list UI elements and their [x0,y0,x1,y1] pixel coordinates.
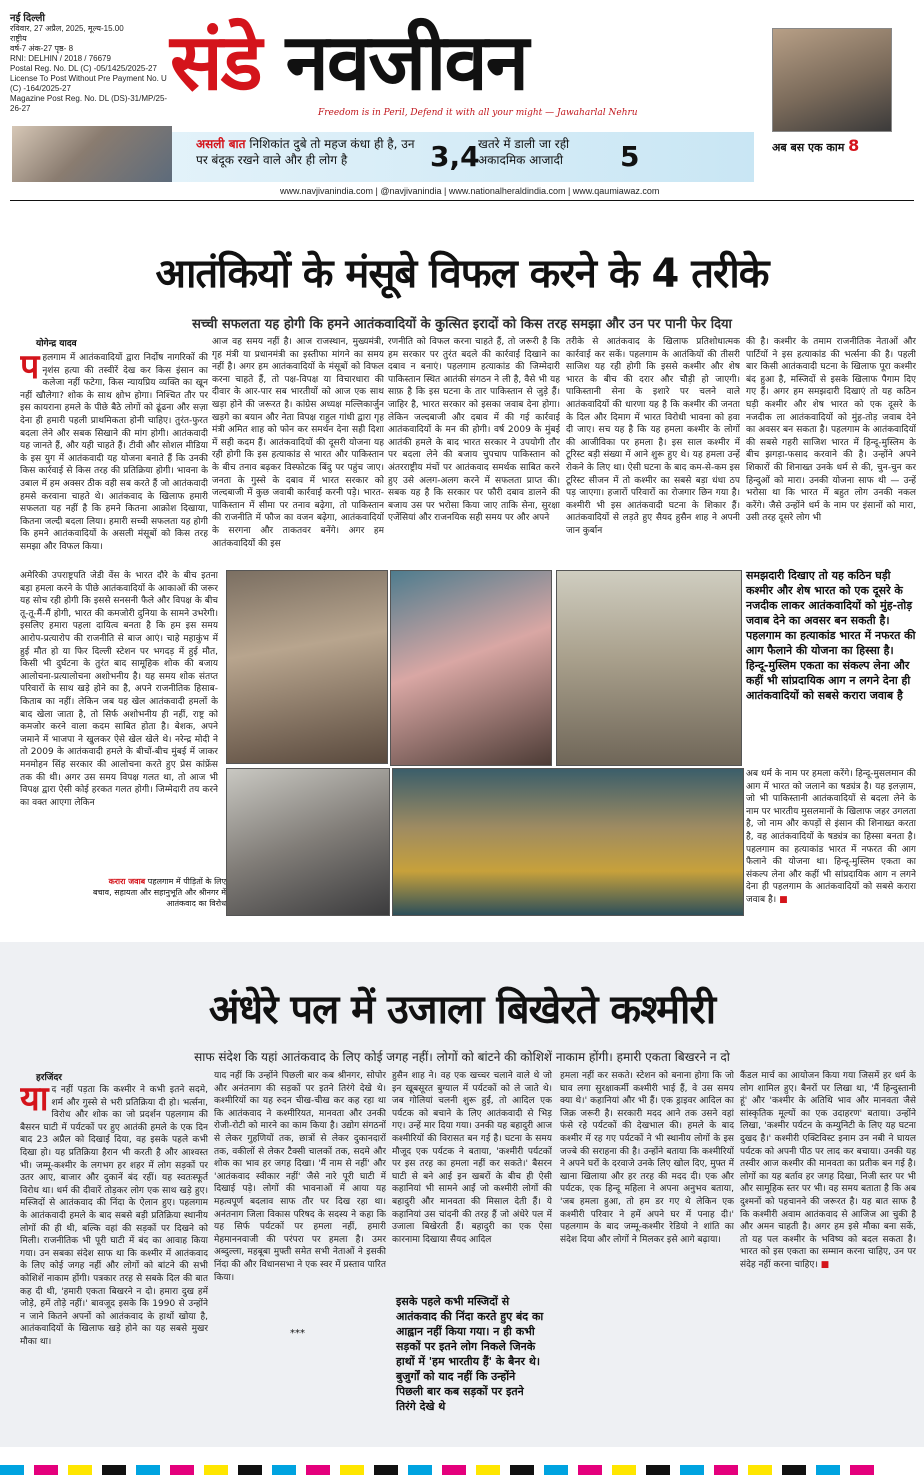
story1-subhead: सच्ची सफलता यह होगी कि हमने आतंकवादियों के कुत्सित इरादों को किस तरह समझा और उन पर पानी फेर दिया [192,317,732,332]
postal-line: Postal Reg. No. DL (C) -05/1425/2025-27 [10,64,157,73]
color-swatch [544,1465,568,1475]
color-swatch [748,1465,772,1475]
promo-tag: असली बात [196,137,246,151]
story1-col1-text: हलगाम में आतंकवादियों द्वारा निर्दोष नागरिकों की नृशंस हत्या की तस्वीरें देख कर किस इंसान का कलेजा नहीं फटेगा, किस न्यायप्रिय व्यक्ति का खून नहीं खौलेगा? शोक के साथ क्षोभ होगा। निश्चित तौर पर इस कायराना हमले के पीछे बैठे लोगों को ढूंढना और सज़ा देना ही हमारी पहली प्राथमिकता होनी चाहिए। तुरंत-फुरत बदला लेने और सबक सिखाने की मांग होगी। आतंकवादी यह जानते हैं, और यही चाहते हैं। टीवी और सोशल मीडिया के इस युग में आतंकवादी यह योजना बनाते हैं कि उनकी किस कार्रवाई से किस तरह की प्रतिक्रिया होगी। भावना के उबाल में हम अक्सर ठीक वही सब करते हैं जो आतंकवादी हमसे करवाना चाहते थे। आतंकवाद के खिलाफ हमारी सफलता यह नहीं है कि हमने कितना आक्रोश दिखाया, कितना जल्दी बदला लिया। हमारी सच्ची सफलता यह होगी कि हमने आतंकवादियों के असली मंसूबों को किस तरह समझा और विफल किया। [20,353,208,552]
story1-column-5b [746,768,916,928]
color-swatch [714,1465,738,1475]
masthead-rule [10,200,914,201]
issue-line: वर्ष-7 अंक-27 पृष्ठ- 8 [10,44,74,53]
end-mark: ■ [820,1259,830,1270]
color-swatch [510,1465,534,1475]
color-swatch [102,1465,126,1475]
story1-dropcap: प [20,352,40,387]
story1-column-5: की है। कश्मीर के तमाम राजनीतिक नेताओं और पार्टियों ने इस हत्याकांड की भर्त्सना की है। पहली बार किसी आतंकवादी घटना के खिलाफ पूरा कश्मीर बंद हुआ है, मस्जिदों से इसके खिलाफ पैगाम दिए गए हैं। अगर हम समझदारी दिखाएं तो यह कठिन घड़ी कश्मीर और शेष भारत को एक दूसरे के नजदीक ला आतंकवादियों को मुंह-तोड़ जवाब देने का अवसर बन सकता है। पहलगाम के आतंकवादियों की सबसे गहरी साजिश भारत में हिन्दू-मुस्लिम के बीच झगड़ा-फसाद करवाने की है। उन्होंने अपने शिकारों की शिनाख्त उनके धर्म से की, चुन-चुन कर हिन्दुओं को मारा। उनकी योजना साफ थी — उन्हें भरोसा था कि भारत में बहुत लोग उनकी नकल करेंगे। जैसे उन्होंने धर्म के नाम पर इंसानों को मारा, उसी तरह दूसरे लोग भी [746,337,916,524]
photo-grieving-woman [390,570,552,766]
color-swatch [0,1465,24,1475]
story2-column-3: हुसैन शाह ने। वह एक खच्चर चलाने वाले थे जो इन खूबसूरत बुग्याल में पर्यटकों को ले जाते थे। जब गोलियां चलनी शुरू हुईं, तो आदिल एक पर्यटक को बचाने के लिए आतंकवादी से भिड़ गए। उन्हें मार दिया गया। उनकी यह बहादुरी आज कश्मीरियों की विरासत बन गई है। घटना के समय मौजूद एक पर्यटक ने बताया, 'कश्मीरी पर्यटकों पर इस तरह का हमला नहीं कर सकते।' बैसरन घाटी से बने आई इन खबरों के बीच ही ऐसी कहानियां भी सामने आईं जो कश्मीरी लोगों की बहादुरी और मानवता की मिसाल देती हैं। ये कहानियां उस चांदनी की तरह हैं जो अंधेरे पल में उजाला बिखेरती हैं। बहादुरी का एक ऐसा कारनामा दिखाया सैयद आदिल [392,1071,552,1245]
logo-sunday: संडे [170,18,261,108]
story1-column-2: आज वह समय नहीं है। आज राजस्थान, मुख्यमंत्री, गृह मंत्री या प्रधानमंत्री का इस्तीफा मांगने का समय नहीं है। अगर हम आतंकवादियों के मंसूबों को विफल करना चाहते हैं, तो पक्ष-विपक्ष या विचारधारा की दीवार के आर-पार सब भारतीयों को आज एक साथ खड़ा होने की जरूरत है। कांग्रेस अध्यक्ष मल्लिकार्जुन खड़गे का बयान और नेता विपक्ष राहुल गांधी द्वारा गृह मंत्री अमित शाह को फोन कर समर्थन देना सही दिशा में सही कदम हैं। आतंकवादियों की दूसरी योजना यह रही होगी कि इस हत्याकांड से भारत और पाकिस्तान के बीच तनाव बढ़कर विस्फोटक बिंदु पर पहुंच जाए। जनता के गुस्से के दबाव में भारत सरकार को जल्दबाजी में कुछ जवाबी कार्रवाई करनी पड़े। भारत-पाकिस्तान में सीमा पर तनाव बढ़ेगा, तो पाकिस्तान की राजनीति में फौज का वजन बढ़ेगा, आतंकवादियों के सरगना और ताकतवर बनेंगे। अगर हम आतंकवादियों की इस [212,337,384,549]
edition-label: राष्ट्रीय [10,34,27,43]
story1-column-1 [20,352,208,566]
photo-shikara-protest [392,768,744,916]
color-swatch [204,1465,228,1475]
story2-column-2: याद नहीं कि उन्होंने पिछली बार कब श्रीनगर, सोपोर और अनंतनाग की सड़कों पर इतने तिरंगे देखे थे। कश्मीरियों का यह रुदन चीख-चीख कर कह रहा था कि आतंकवाद ने कश्मीरियत, मानवता और उनकी रोजी-रोटी को मारने का काम किया है। उद्योग संगठनों से लेकर गुहणियों तक, छात्रों से लेकर दुकानदारों तक, वकीलों से लेकर टैक्सी चालकों तक, सदमे और शोक का भाव हर जगह दिखा। 'मैं नाम से नहीं' और 'आतंकवाद स्वीकार नहीं' जैसे नारे पूरी घाटी में दिखाई पड़े। लोगों की भावनाओं में आया यह महत्वपूर्ण बदलाव साफ तौर पर दिख रहा था। अनंतनाग जिला विकास परिषद के सदस्य ने कहा कि यह सिर्फ पर्यटकों पर हमला नहीं, हमारी मेहमाननवाजी की परंपरा पर हमला है। उमर अब्दुल्ला, महबूबा मुफ्ती समेत सभी नेताओं ने इसकी निंदा की और विधानसभा ने एक स्वर में प्रस्ताव पारित किया। [214,1071,386,1283]
color-swatch [272,1465,296,1475]
story1-photo-caption [92,876,226,909]
color-swatch [34,1465,58,1475]
story1-column-4: तरीके से आतंकवाद के खिलाफ प्रतिशोधात्मक कार्रवाई कर सकें। पहलगाम के आतंकियों की तीसरी साजिश यह रही होगी कि इससे कश्मीर और शेष भारत के बीच की दरार और चौड़ी हो जाएगी। पाकिस्तानी सेना के इशारे पर चलने वाले आतंकवादियों की धारणा यह है कि कश्मीर की जनता के दिल और दिमाग में भारत विरोधी भावना को हवा दी जाए। सच यह है कि यह हमला कश्मीर के लोगों की आजीविका पर हमला है। इस साल कश्मीर में टूरिस्ट बड़ी संख्या में आने शुरू हुए थे। यह हमला उन्हें रोकने के लिए था। ऐसी घटना के बाद कम-से-कम इस टूरिस्ट सीजन में तो कश्मीर का सबसे बड़ा धंधा ठप पड़ जाएगा। हजारों परिवारों का रोजगार छिन गया है। कश्मीरी भी इस आतंकवादी घटना के शिकार हैं। आतंकवादियों से लड़ते हुए सैयद हुसैन शाह ने अपनी जान कुर्बान [566,337,740,536]
newspaper-logo[interactable] [170,18,527,108]
promo-photo [12,126,172,182]
section-stars: *** [290,1328,305,1339]
promo-item-a[interactable] [196,136,428,168]
end-mark: ■ [779,894,788,905]
color-swatch [374,1465,398,1475]
story2-column-4: हमला नहीं कर सकते। स्टेशन को बनाना होगा कि जो घाव लगा सुरक्षाकर्मी कश्मीरी भाई हैं, वे उस समय क्या थे।' कहानियां और भी हैं। एक ड्राइवर आदिल का जिक्र जरूरी है। सरकारी मदद आने तक उसने वहां फंसे रहे पर्यटकों की देखभाल की। हमले के बाद कश्मीर में रह गए पर्यटकों ने भी स्थानीय लोगों के इस जज्बे की सराहना की है। उन्होंने बताया कि कश्मीरियों ने अपने घरों के दरवाजे उनके लिए खोल दिए, मुफ्त में खाना खिलाया और हर तरह की मदद दी। एक और पर्यटक, एक हिन्दू महिला ने अपना अनुभव बताया, 'जब हमला हुआ, तो हम डर गए थे लेकिन एक कश्मीरी परिवार ने हमें अपने घर में पनाह दी।' पहलगाम के बाद जम्मू-कश्मीर रेडियो ने शांति का संदेश दिया और लोगों ने मिलकर इसे आगे बढ़ाया। [560,1071,734,1245]
top-promo-page: 8 [848,136,860,155]
web-links[interactable]: www.navjivanindia.com | @navjivanindia | www.nationalheraldindia.com | www.qaumiawaz.com [280,186,660,196]
story2-col5-text: कैंडल मार्च का आयोजन किया गया जिसमें हर धर्म के लोग शामिल हुए। बैनरों पर लिखा था, 'मैं हिन्दुस्तानी हूं' और 'कश्मीर के अतिथि भाव और मानवता जैसे सांस्कृतिक मूल्यों का एक उदाहरण' बताया। उन्होंने लिखा, 'कश्मीर पर्यटन के कम्युनिटी के लिए यह घटना दुखद है।' कश्मीरी एक्टिविस्ट इनाम उन नबी ने घायल पर्यटक को अपनी पीठ पर लाद कर बचाया। उनकी यह तस्वीर आज कश्मीर की मानवता का प्रतीक बन गई है। लोगों का यह बर्ताव हर जगह दिखा, निजी स्तर पर भी और सामूहिक स्तर पर भी। वह समय बताता है कि अब दुश्मनों को पहचानने की जरूरत है। यह बात साफ है कि कश्मीरी अवाम आतंकवाद से आजिज आ चुकी है और अमन चाहती है। अगर हम इसे मौका बना सकें, तो यह पल कश्मीर के भविष्य को बदल सकता है। भारत को इस एकता का सम्मान करना चाहिए, उन पर संदेह नहीं करना चाहिए। [740,1071,916,1270]
color-swatch [782,1465,806,1475]
color-swatch [136,1465,160,1475]
photo-rescue-carry [556,570,742,766]
color-swatch [476,1465,500,1475]
story2-byline: हरजिंदर [36,1073,62,1083]
story1-column-3: रणनीति को विफल करना चाहते हैं, तो जरूरी है कि हम सरकार पर तुरंत बदले की कार्रवाई दिखाने का दबाव न बनाएं। पहलगाम हत्याकांड की जिम्मेदारी पाकिस्तान स्थित आतंकी संगठन ने ली है, वैसे भी यह साफ़ है कि इस घटना के तार पाकिस्तान से जुड़े हैं। जाहिर है, भारत सरकार को इसका जवाब देना होगा। लेकिन जल्दबाजी और दबाव में की गई कार्रवाई आतंकवादियों के मन की होगी। वर्ष 2009 के मुंबई आतंकी हमले के बाद भारत सरकार ने उपयोगी तौर पर बदला लेने की बजाय चुपचाप पाकिस्तान को अंतरराष्ट्रीय मंचों पर आतंकवाद समर्थक साबित करने हुए उसे अलग-अलग करने में सफलता प्राप्त की। सबक यह है कि सरकार पर फौरी दबाव डालने की बजाय उस पर भरोसा किया जाए ताकि सेना, सुरक्षा एजेंसियां और राजनयिक सही समय पर और अपने [388,337,560,524]
story2-dropcap: या [20,1084,49,1119]
color-swatch [340,1465,364,1475]
color-swatch [238,1465,262,1475]
promo-page-a: 3,4 [430,140,480,173]
color-swatch [680,1465,704,1475]
top-promo-photo[interactable] [772,28,892,132]
color-swatch [306,1465,330,1475]
magazine-line: Magazine Post Reg. No. DL (DS)-31/MP/25-26-27 [10,94,168,113]
color-swatch [442,1465,466,1475]
promo-item-b[interactable]: खतरे में डाली जा रही अकादमिक आजादी [478,137,570,167]
photo-victims-family [226,570,388,764]
story2-column-1 [20,1084,208,1440]
color-swatch [850,1465,874,1475]
masthead-info [10,14,170,114]
story1-pullquote: समझदारी दिखाए तो यह कठिन घड़ी कश्मीर और शेष भारत को एक दूसरे के नजदीक लाकर आतंकवादियों को मुंह-तोड़ जवाब देने का अवसर बन सकती है। पहलगाम का हत्याकांड भारत में नफरत की आग फैलाने की योजना का हिस्सा है। हिन्दू-मुस्लिम एकता का संकल्प लेना और कहीं भी सांप्रदायिक आग न लगने देना ही आतंकवादियों को सबसे करारा जवाब है [746,569,916,702]
date-line: रविवार, 27 अप्रैल, 2025, मूल्य-15.00 [10,24,124,33]
color-swatch [612,1465,636,1475]
photo-water-help [226,768,390,916]
color-swatch [578,1465,602,1475]
promo-page-b: 5 [620,140,640,173]
story1-byline: योगेन्द्र यादव [36,339,77,349]
story1-headline[interactable]: आतंकियों के मंसूबे विफल करने के 4 तरीके [155,251,769,297]
caption-highlight: करारा जवाब [108,877,146,886]
color-swatch [408,1465,432,1475]
license-line: License To Post Without Pre Payment No. U (C) -164/2025-27 [10,74,167,93]
color-swatch [68,1465,92,1475]
caption-text: पहलगाम में पीड़ितों के लिए बचाव, सहायता और सहानुभूति और श्रीनगर में आतंकवाद का विरोध [92,877,226,908]
color-swatch [816,1465,840,1475]
story2-column-5 [740,1070,916,1438]
story2-col1-text: द नहीं पड़ता कि कश्मीर ने कभी इतने सदमे, शर्म और गुस्से से भरी प्रतिक्रिया दी हो। भर्त्सना, विरोध और शोक का जो प्रदर्शन पहलगाम की बैसरन घाटी में पर्यटकों पर हुए आतंकी हमले के एक दिन बाद 23 अप्रैल को दिखाई दिया, वह इसके पहले कभी दिखा हो। यह प्रतिक्रिया हैरान भी करती है और आश्वस्त भी। जम्मू-कश्मीर के लगभग हर शहर में लोग सड़कों पर उतर आए, बाजार और दुकानें बंद रहीं। यह स्वतःस्फूर्त विरोध था। धर्म की दीवारें तोड़कर लोग एक साथ खड़े हुए। मस्जिदों से आतंकवाद की निंदा के ऐलान हुए। पहलगाम के आतंकवादी हमले के बाद सबसे बड़ी प्रतिक्रिया स्थानीय लोगों की ही थी, बल्कि वहां की सड़कों पर दिखने को मिली। राजनीतिक भी पूरी घाटी में बंद का आवाह किया गया। उन सबका संदेश साफ था कि कश्मीर में आतंकवाद के लिए कोई जगह नहीं और लोगों को बांटने की सभी कोशिशें नाकाम होंगी। पत्रकार तरह से सबके दिल की बात कह दी थी, 'हमारी एकता बिखरने न दो। हमारा दुख हमें जोड़े, हमें तोड़े नहीं।' बावजूद इसके कि 1990 से उन्होंने न जाने कितने अपनों को आतंकवाद के हाथों खोया है, आतंकवादियों के खिलाफ खड़े होने का यह सबसे मुखर मौका था। [20,1085,208,1347]
story2-headline[interactable]: अंधेरे पल में उजाला बिखेरते कश्मीरी [208,987,716,1033]
print-color-bar [0,1460,924,1474]
story2-pullquote: इसके पहले कभी मस्जिदों से आतंकवाद की निंदा करते हुए बंद का आह्वान नहीं किया गया। न ही कभी सड़कों पर इतने लोग निकले जिनके हाथों में 'हम भारतीय हैं' के बैनर थे। बुजुर्गों को याद नहीं कि उन्होंने पिछली बार कब सड़कों पर इतने तिरंगे देखे थे [396,1295,544,1413]
promo-text-a: निशिकांत दुबे तो महज कंधा ही है, उन पर बंदूक रखने वाले और ही लोग है [196,137,415,167]
logo-name: नवजीवन [285,18,528,108]
story2-subhead: साफ संदेश कि यहां आतंकवाद के लिए कोई जगह नहीं। लोगों को बांटने की कोशिशें नाकाम होंगी। हमारी एकता बिखरने न दो [194,1050,730,1064]
story1-col5b-text: अब धर्म के नाम पर हमला करेंगे। हिन्दू-मुसलमान की आग में भारत को जलाने का षड्यंत्र है। यह इलज़ाम, जो भी पाकिस्तानी आतंकवादियों से बदला लेने के नाम पर भारतीय मुसलमानों के खिलाफ जहर उगलता है, जो नाम और कपड़ों से इंसान की शिनाख्त करता है, वह आतंकवादियों के षड्यंत्र का हिस्सा बनता है। पहलगाम का हत्याकांड भारत में नफरत की आग फैलाने की योजना था। हिन्दू-मुस्लिम एकता का संकल्प लेना और कहीं भी सांप्रदायिक आग न लगने देना ही पहलगाम के आतंकवादियों को सबसे करारा जवाब है। [746,769,916,905]
rni-line: RNI: DELHIN / 2018 / 76679 [10,54,111,63]
motto: Freedom is in Peril, Defend it with all your might — Jawaharlal Nehru [318,108,638,118]
top-promo-text: अब बस एक काम [772,141,845,154]
top-promo-caption[interactable] [772,136,890,155]
story1-column-1b: अमेरिकी उपराष्ट्रपति जेडी वेंस के भारत दौरे के बीच इतना बड़ा हमला करने के पीछे आतंकवादियों के आकाओं की जरूर यह सोच रही होगी कि इससे सनसनी फैले और विपक्ष के बीच तू-तू-मैं-मैं होगी, भारत की कमजोरी दुनिया के सामने उभरेगी। इसलिए हमारा पहला दायित्व बनता है कि हम इस समय आरोप-प्रत्यारोप की राजनीति से बाज आएं। चाहे महाकुंभ में हुई मौत हो या फिर दिल्ली स्टेशन पर भगदड़ में हुई मौत, किसी भी दुर्घटना के तुरंत बाद सामूहिक शोक की बजाय आलोचना-प्रत्यालोचना अशोभनीय है। यह समय शोक संतप्त परिवारों के साथ खड़े होने का है, अपने राजनीतिक हिसाब-किताब का नहीं। लेकिन जब यह खेल आतंकवादी हमलों के बाद खेला जाता है, तो सिर्फ अशोभनीय ही नहीं, राष्ट्र को कमजोर करने वाला कदम साबित होता है। बेशक, अपने जमाने में भाजपा ने खुलकर ऐसे खेल खेले थे। नरेन्द्र मोदी ने तो 2009 के आतंकवादी हमले के बीचों-बीच मुंबई में जाकर मनमोहन सिंह सरकार की आलोचना करते हुए प्रेस कांफ्रेंस तक की थी। अगर उस समय विपक्ष गलत था, तो आज भी विपक्ष द्वारा ऐसी कोई हरकत गलत होगी। जिम्मेदारी तय करने का वक्त आएगा लेकिन [20,571,218,808]
color-swatch [170,1465,194,1475]
color-swatch [646,1465,670,1475]
city-label: नई दिल्ली [10,13,46,24]
